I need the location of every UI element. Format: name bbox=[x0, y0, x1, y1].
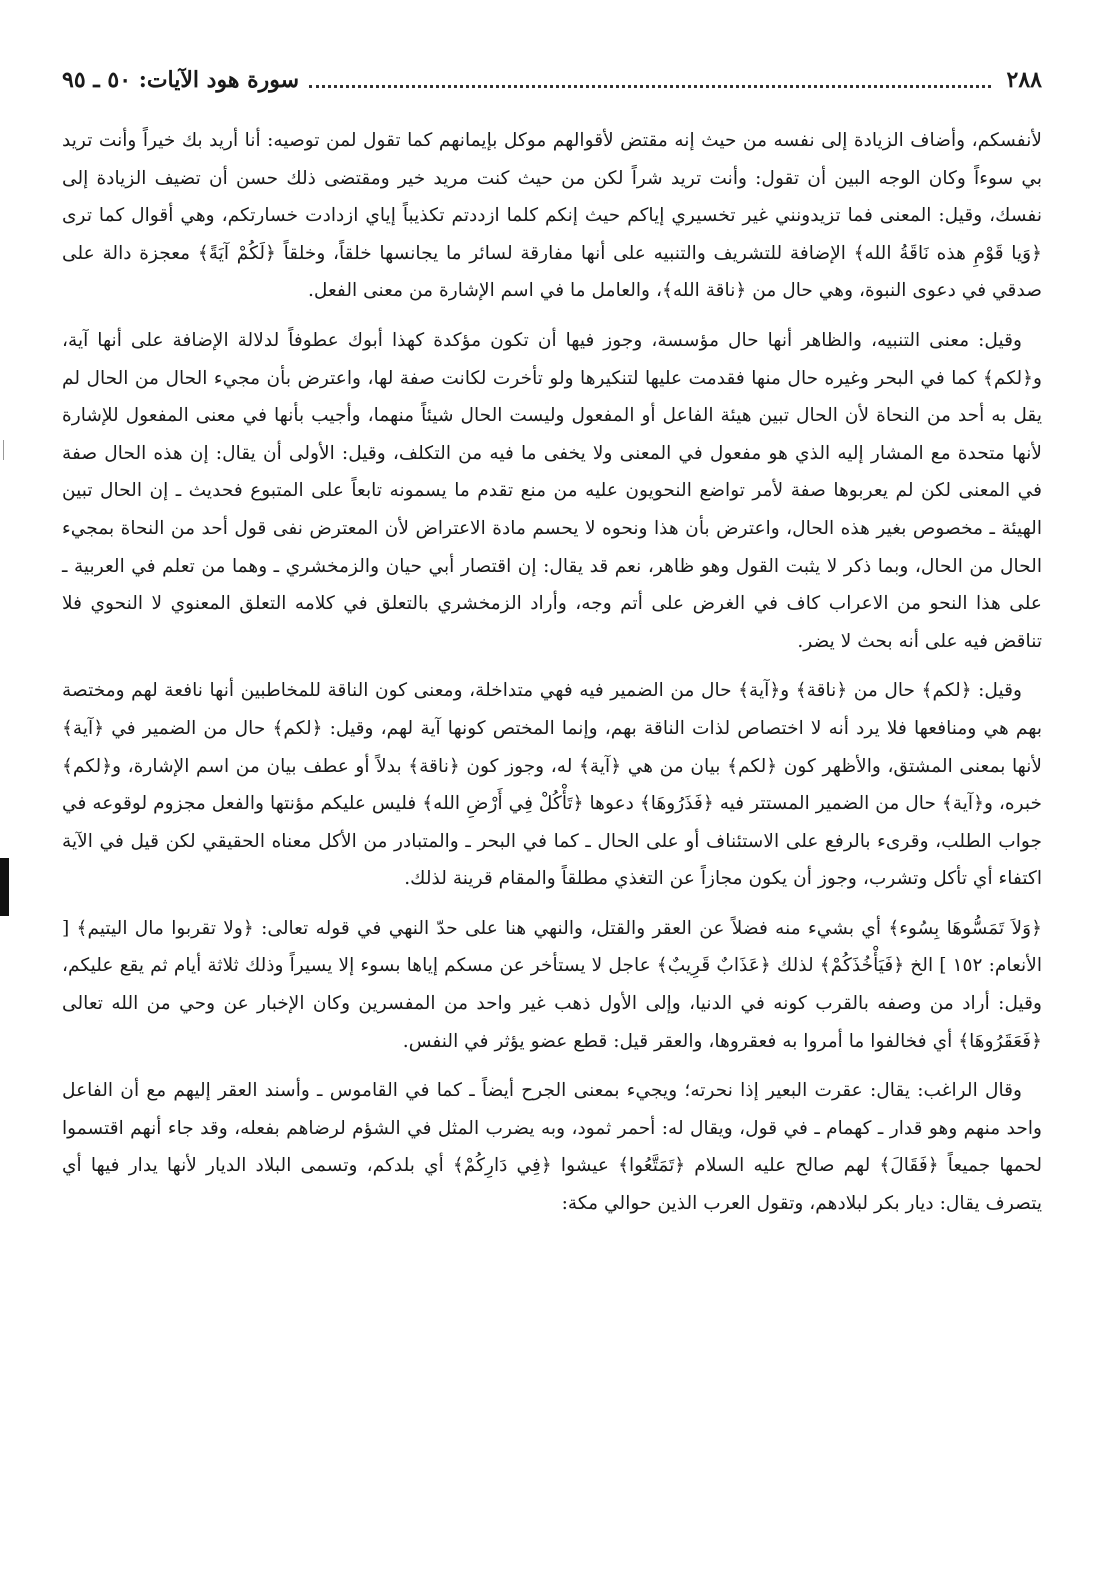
page-header bbox=[62, 60, 1042, 100]
running-title: سورة هود الآيات: ٥٠ ـ ٩٥ bbox=[62, 67, 300, 93]
header-dotted-leader bbox=[309, 85, 990, 88]
page-number: ٢٨٨ bbox=[1006, 67, 1042, 93]
paragraph: لأنفسكم، وأضاف الزيادة إلى نفسه من حيث إنه مقتض لأقوالهم موكل بإيمانهم كما تقول لمن توصيه: أنا أريد بك خيراً وأنت تريد بي سوءاً وكان الوجه البين أن تقول: وأنت تريد شراً لكن من حيث كنت مريد خير ومقتضى ذلك حسن أن تضيف الزيادة إلى نفسك، وقيل: المعنى فما تزيدونني غير تخسيري إياكم حيث إنكم كلما ازددتم تكذيباً إياي ازدادت خسارتكم، وهي أقوال كما ترى ﴿وَيا قَوْمِ هذه نَاقَةُ الله﴾ الإضافة للتشريف والتنبيه على أنها مفارقة لسائر ما يجانسها خلقاً، وخلقاً ﴿لَكُمْ آيَةً﴾ معجزة دالة على صدقي في دعوى النبوة، وهي حال من ﴿ناقة الله﴾، والعامل ما في اسم الإشارة من معنى الفعل. bbox=[62, 130, 1042, 302]
paragraph: وقال الراغب: يقال: عقرت البعير إذا نحرته؛ ويجيء بمعنى الجرح أيضاً ـ كما في القاموس ـ وأسند العقر إليهم مع أن الفاعل واحد منهم وهو قدار ـ كهمام ـ في قول، ويقال له: أحمر ثمود، وبه يضرب المثل في الشؤم لرضاهم بفعله، وقد جاء أنهم اقتسموا لحمها جميعاً ﴿فَقَالَ﴾ لهم صالح عليه السلام ﴿تَمَتَّعُوا﴾ عيشوا ﴿فِي دَارِكُمْ﴾ أي بلدكم، وتسمى البلاد الديار لأنها يدار فيها أي يتصرف يقال: ديار بكر لبلادهم، وتقول العرب الذين حوالي مكة: bbox=[62, 1080, 1042, 1215]
paragraph: ﴿وَلاَ تَمَسُّوهَا بِسُوء﴾ أي بشيء منه فضلاً عن العقر والقتل، والنهي هنا على حدّ النهي في قوله تعالى: ﴿ولا تقربوا مال اليتيم﴾ [ الأنعام: ١٥٢ ] الخ ﴿فَيَأْخُذَكُمْ﴾ لذلك ﴿عَذَابٌ قَرِيبٌ﴾ عاجل لا يستأخر عن مسكم إياها بسوء إلا يسيراً وذلك ثلاثة أيام ثم يقع عليكم، وقيل: أراد من وصفه بالقرب كونه في الدنيا، وإلى الأول ذهب غير واحد من المفسرين وكان الإخبار عن وحي من الله تعالى ﴿فَعَقَرُوهَا﴾ أي فخالفوا ما أمروا به فعقروها، والعقر قيل: قطع عضو يؤثر في النفس. bbox=[62, 917, 1042, 1052]
paragraph: وقيل: معنى التنبيه، والظاهر أنها حال مؤسسة، وجوز فيها أن تكون مؤكدة كهذا أبوك عطوفاً لدلالة الإضافة على أنها آية، و﴿لكم﴾ كما في البحر وغيره حال منها فقدمت عليها لتنكيرها ولو تأخرت لكانت صفة لها، واعترض بأن مجيء الحال من الحال لم يقل به أحد من النحاة لأن الحال تبين هيئة الفاعل أو المفعول وليست الحال شيئاً منهما، وأجيب بأنها في معنى المفعول للإشارة لأنها متحدة مع المشار إليه الذي هو مفعول في المعنى ولا يخفى ما فيه من التكلف، وقيل: الأولى أن يقال: إن هذه الحال صفة في المعنى لكن لم يعربوها صفة لأمر تواضع النحويون عليه من منع تقدم ما يسمونه تابعاً على المتبوع فحديث ـ إن الحال تبين الهيئة ـ مخصوص بغير هذه الحال، واعترض بأن هذا ونحوه لا يحسم مادة الاعتراض لأن المعترض نفى قول أحد من النحاة بمجيء الحال من الحال، وبما ذكر لا يثبت القول وهو ظاهر، نعم قد يقال: إن اقتصار أبي حيان والزمخشري ـ وهما من تعلم في العربية ـ على هذا النحو من الاعراب كاف في الغرض على أتم وجه، وأراد الزمخشري بالتعلق في كلامه التعلق المعنوي لا النحوي فلا تناقض فيه على أنه بحث لا يضر. bbox=[62, 329, 1043, 652]
margin-tick bbox=[3, 440, 8, 460]
document-page bbox=[62, 60, 1042, 1235]
paragraph: وقيل: ﴿لكم﴾ حال من ﴿ناقة﴾ و﴿آية﴾ حال من الضمير فيه فهي متداخلة، ومعنى كون الناقة للمخاطبين أنها نافعة لهم ومختصة بهم هي ومنافعها فلا يرد أنه لا اختصاص لذات الناقة بهم، وإنما المختص كونها آية لهم، وقيل: ﴿لكم﴾ حال من الضمير في ﴿آية﴾ لأنها بمعنى المشتق، والأظهر كون ﴿لكم﴾ بيان من هي ﴿آية﴾ له، وجوز كون ﴿ناقة﴾ بدلاً أو عطف بيان من اسم الإشارة، و﴿لكم﴾ خبره، و﴿آية﴾ حال من الضمير المستتر فيه ﴿فَذَرُوهَا﴾ دعوها ﴿تَأْكُلْ فِي أَرْضِ الله﴾ فليس عليكم مؤنتها والفعل مجزوم لوقوعه في جواب الطلب، وقرىء بالرفع على الاستئناف أو على الحال ـ كما في البحر ـ والمتبادر من الأكل معناه الحقيقي لكن قيل في الآية اكتفاء أي تأكل وتشرب، وجوز أن يكون مجازاً عن التغذي مطلقاً والمقام قرينة لذلك. bbox=[62, 680, 1042, 890]
binding-edge-mark bbox=[0, 858, 9, 916]
